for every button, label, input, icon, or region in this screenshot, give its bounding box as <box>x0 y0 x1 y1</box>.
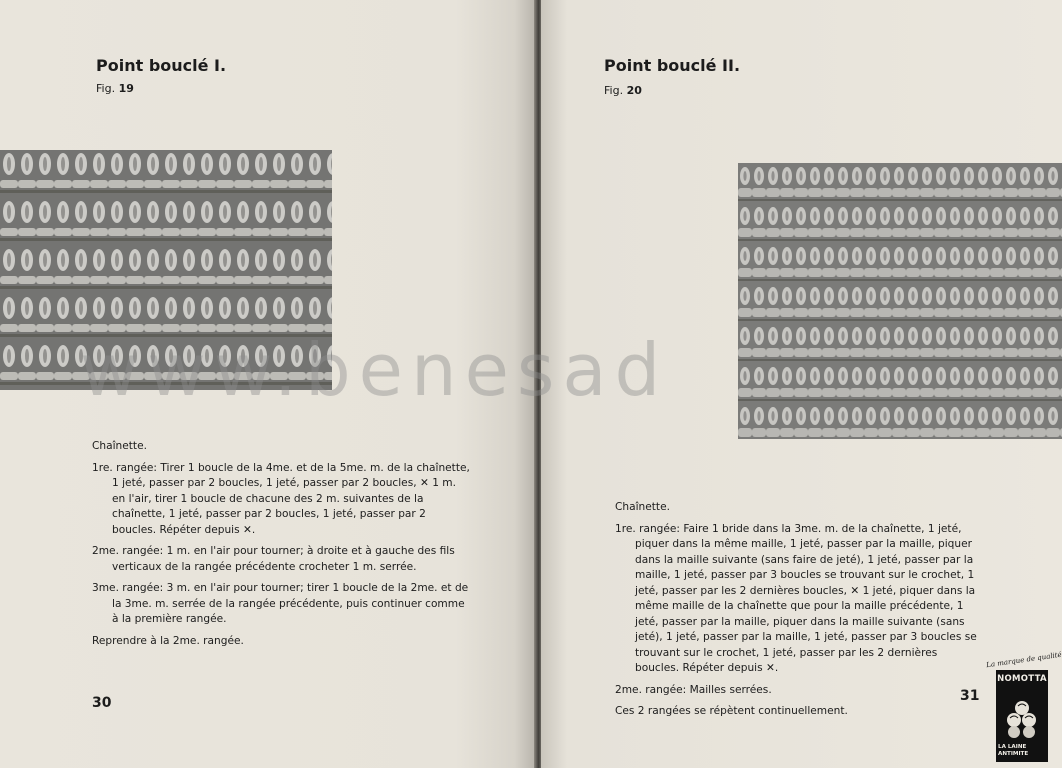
logo-slogan: La marque de qualité <box>985 650 1062 670</box>
right-outro: Ces 2 rangées se répètent continuellement. <box>615 705 848 717</box>
right-instructions <box>615 500 980 726</box>
left-outro: Reprendre à la 2me. rangée. <box>92 634 244 647</box>
right-page-number: 31 <box>960 688 980 704</box>
right-row-1: 1re. rangée: Faire 1 bride dans la 3me. m. de la chaînette, 1 jeté, piquer dans la même maille, 1 jeté, passer par la maille, piquer dans la maille suivante (sans faire de jeté), 1 jeté, passer par la maille, 1 jeté, passer par 3 boucles se trouvant sur le crochet, 1 jeté, passer par les 2 dernières boucles, ✕ 1 jeté, piquer dans la même maille de la chaînette que pour la maille précédente, 1 jeté, passer par la maille, piquer dans la maille suivante (sans jeté), 1 jeté, passer par la maille, 1 jeté, passer par 3 boucles se trouvant sur le crochet, 1 jeté, passer par les 2 dernières boucles. Répéter depuis ✕. <box>615 522 977 674</box>
right-page-title: Point bouclé II. <box>604 56 741 75</box>
yarn-balls-icon <box>1002 692 1042 740</box>
watermark-text: www.benesad <box>80 328 669 412</box>
logo-tagline: LA LAINE ANTIMITE <box>998 744 1029 757</box>
left-page-number: 30 <box>92 695 112 711</box>
logo-brand: NOMOTTA <box>997 674 1047 684</box>
right-figure-label: Fig. 20 <box>604 84 642 97</box>
stitch-pattern-20 <box>738 163 1062 439</box>
crochet-swatch-photo-20 <box>738 163 1062 439</box>
left-instructions <box>92 439 470 655</box>
logo-box <box>996 670 1048 762</box>
right-row-2: 2me. rangée: Mailles serrées. <box>615 683 772 696</box>
nomotta-logo <box>984 650 1062 764</box>
right-figure-number: 20 <box>626 84 642 97</box>
left-row-2: 2me. rangée: 1 m. en l'air pour tourner; à droite et à gauche des fils verticaux de la rangée précédente crocheter 1 m. serrée. <box>92 545 455 573</box>
left-intro: Chaînette. <box>92 440 147 452</box>
left-figure-label: Fig. 19 <box>96 82 134 95</box>
left-figure-number: 19 <box>118 82 134 95</box>
left-page-title: Point bouclé I. <box>96 56 227 75</box>
left-row-3: 3me. rangée: 3 m. en l'air pour tourner; tirer 1 boucle de la 2me. et de la 3me. m. serrée de la rangée précédente, puis continuer comme à la première rangée. <box>92 582 469 625</box>
right-intro: Chaînette. <box>615 501 670 513</box>
left-row-1: 1re. rangée: Tirer 1 boucle de la 4me. et de la 5me. m. de la chaînette, 1 jeté, passer par 2 boucles, 1 jeté, passer par 2 boucles, ✕ 1 m. en l'air, tirer 1 boucle de chacune des 2 m. suivantes de la chaînette, 1 jeté, passer par 2 boucles, 1 jeté, passer par 2 boucles. Répéter depuis ✕. <box>92 461 470 536</box>
